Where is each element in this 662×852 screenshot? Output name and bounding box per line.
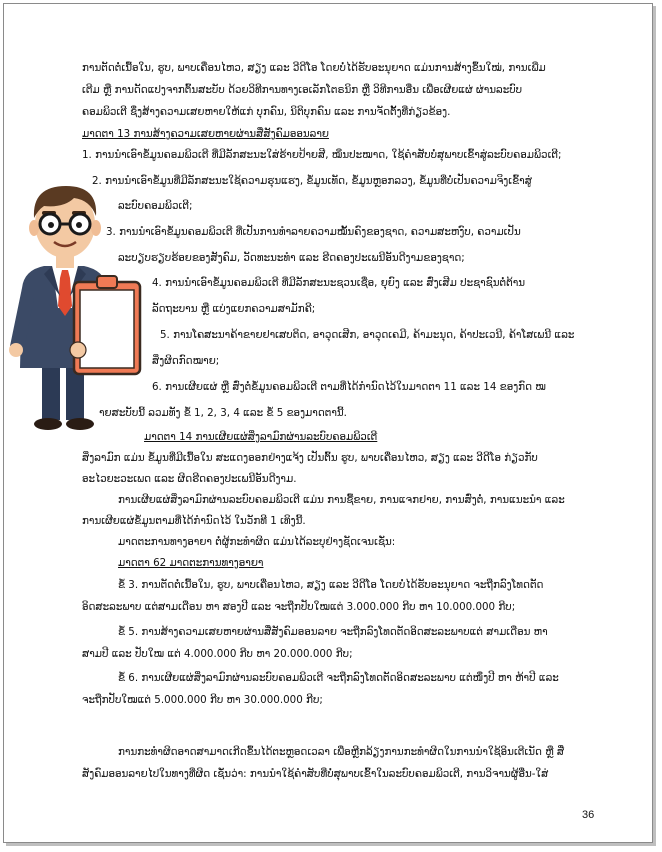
- article-13-line: 6. ການເຜີຍແຜ່ ຫຼື ສົ່ງຕໍ່ຂໍ້ມູນຄອມພິວເຕີ ຕາມທີ່ໄດ້ກໍານົດໄວ້ໃນມາດຕາ 11 ແລະ 14 ຂອງກົດ ໝ: [152, 381, 546, 393]
- intro-line: ເຕີມ ຫຼື ການດັດແປງຈາກຕົ້ນສະບັບ ດ້ວຍວິທີການທາງເອເລັກໂຕຣນິກ ຫຼື ວິທີການອື່ນ ເພື່ອເຜີຍແຜ່ ຜ່ານລະບົບ: [82, 84, 523, 96]
- article-13-line: ສິ່ງຜິດກົດໝາຍ;: [152, 355, 220, 367]
- article-62-heading: ມາດຕາ 62 ມາດຕະການທາງອາຍາ: [118, 557, 264, 569]
- article-13-line: 2. ການນໍາເອົາຂໍ້ມູນທີ່ມີລັກສະນະໃຊ້ຄວາມຮຸນແຮງ, ຂໍ້ມູນເທັດ, ຂໍ້ມູນຫຼອກລວງ, ຂໍ້ມູນທີ່ບໍ່ເປັນຄວາມຈິງເຂົ້າສູ່: [92, 175, 532, 187]
- article-14-line: ອະໄວຍະວະເພດ ແລະ ຜິດຮີດຄອງປະເພນີອັນດີງາມ.: [82, 473, 297, 485]
- penalty-line: ຂໍ້ 6. ການເຜີຍແຜ່ສິ່ງລາມົກຜ່ານລະບົບຄອມພິວເຕີ ຈະຖືກລົງໂທດຕັດອິດສະລະພາບ ແຕ່ໜຶ່ງປີ ຫາ ຫ້າປີ ແລະ: [118, 672, 559, 684]
- penalty-intro: ມາດຕະການທາງອາຍາ ຕໍ່ຜູ້ກະທໍາຜິດ ແມ່ນໄດ້ລະບຸຢ່າງຊັດເຈນເຊັ່ນ:: [118, 536, 396, 548]
- page-number: 36: [582, 809, 595, 821]
- penalty-line: ຂໍ້ 3. ການຕັດຕໍ່ເນື້ອໃນ, ຮູບ, ພາບເຄື່ອນໄຫວ, ສຽງ ແລະ ວີດີໂອ ໂດຍບໍ່ໄດ້ຮັບອະນຸຍາດ ຈະຖືກລົງໂທດຕັດ: [118, 579, 544, 591]
- article-14-line: ສິ່ງລາມົກ ແມ່ນ ຂໍ້ມູນທີ່ມີເນື້ອໃນ ສະແດງອອກຢ່າງແຈ້ງ ເປັນຕົ້ນ ຮູບ, ພາບເຄື່ອນໄຫວ, ສຽງ ແລະ ວີດີໂອ ກ່ຽວກັບ: [82, 452, 538, 464]
- businessman-holding-clipboard-icon: [4, 178, 156, 436]
- article-13-line: າຍສະບັບນີ້ ລວມທັງ ຂໍ້ 1, 2, 3, 4 ແລະ ຂໍ້ 5 ຂອງມາດຕານີ້.: [99, 407, 347, 419]
- penalty-line: ສາມປີ ແລະ ປັບໃໝ ແຕ່ 4.000.000 ກີບ ຫາ 20.000.000 ກີບ;: [82, 648, 353, 660]
- closing-line: ສັງຄົມອອນລາຍໄປໃນທາງທີ່ຜິດ ເຊັ່ນວ່າ: ການນໍາໃຊ້ຄໍາສັບທີ່ບໍ່ສຸພາບເຂົ້າໃນລະບົບຄອມພິວເຕີ, ການວິຈານຜູ້ອື່ນ-ໃສ່: [82, 768, 549, 780]
- article-13-line: 4. ການນໍາເອົາຂໍ້ມູນຄອມພິວເຕີ ທີ່ມີລັກສະນະຊວນເຊື່ອ, ຍຸຍົງ ແລະ ສົ່ງເສີມ ປະຊາຊົນຕໍ່ຕ້ານ: [152, 277, 526, 289]
- article-13-line: 5. ການໂຄສະນາຄ້າຂາຍຢາເສບຕິດ, ອາວຸດເສີກ, ອາວຸດເຄມີ, ຄ້າມະນຸດ, ຄ້າປະເວນີ, ຄ້າໂສເພນີ ແລະ: [160, 329, 575, 341]
- article-13-line: 3. ການນໍາເອົາຂໍ້ມູນຄອມພິວເຕີ ທີ່ເປັນການທໍາລາຍຄວາມໝັ້ນຄົງຂອງຊາດ, ຄວາມສະຫງົບ, ຄວາມເປັນ: [106, 226, 521, 238]
- article-13-heading: ມາດຕາ 13 ການສ້າງຄວາມເສຍຫາຍຜ່ານສື່ສັງຄົມອອນລາຍ: [82, 128, 329, 140]
- intro-line: ຄອມພິວເຕີ ຊຶ່ງສ້າງຄວາມເສຍຫາຍໃຫ້ແກ່ ບຸກຄົນ, ນິຕິບຸກຄົນ ແລະ ການຈັດຕັ້ງທີ່ກ່ຽວຂ້ອງ.: [82, 106, 451, 118]
- article-13-line: ລັດຖະບານ ຫຼື ແບ່ງແຍກຄວາມສາມັກຄີ;: [152, 303, 316, 315]
- article-13-line: ລະບຽບຮຽບຮ້ອຍຂອງສັງຄົມ, ວັດທະນະທໍາ ແລະ ຮີດຄອງປະເພນີອັນດີງາມຂອງຊາດ;: [118, 252, 465, 264]
- article-14-line: ການເຜີຍແຜ່ຂໍ້ມູນຕາມທີ່ໄດ້ກໍານົດໄວ້ ໃນວັກທີ 1 ເທິງນີ້.: [82, 515, 306, 527]
- article-14-line: ການເຜີຍແຜ່ສິ່ງລາມົກຜ່ານລະບົບຄອມພິວເຕີ ແມ່ນ ການຊື້ຂາຍ, ການແຈກຢາຍ, ການສົ່ງຕໍ່, ການແນະນໍາ ແລະ: [118, 494, 565, 506]
- intro-line: ການຕັດຕໍ່ເນື້ອໃນ, ຮູບ, ພາບເຄື່ອນໄຫວ, ສຽງ ແລະ ວີດີໂອ ໂດຍບໍ່ໄດ້ຮັບອະນຸຍາດ ແມ່ນການສ້າງຂຶ້ນໃໝ່, ການເພີ່ມ: [82, 62, 546, 74]
- penalty-line: ອິດສະລະພາບ ແຕ່ສາມເດືອນ ຫາ ສອງປີ ແລະ ຈະຖືກປັບໃໝແຕ່ 3.000.000 ກີບ ຫາ 10.000.000 ກີບ;: [82, 601, 516, 613]
- article-13-line: ລະບົບຄອມພິວເຕີ;: [118, 200, 193, 212]
- article-14-heading: ມາດຕາ 14 ການເຜີຍແຜ່ສິ່ງລາມົກຜ່ານລະບົບຄອມພິວເຕີ: [144, 431, 378, 443]
- penalty-line: ຂໍ້ 5. ການສ້າງຄວາມເສຍຫາຍຜ່ານສື່ສັງຄົມອອນລາຍ ຈະຖືກລົງໂທດຕັດອິດສະລະພາບແຕ່ ສາມເດືອນ ຫາ: [118, 626, 548, 638]
- closing-line: ການກະທໍາຜິດອາດສາມາດເກີດຂຶ້ນໄດ້ຕະຫຼອດເວລາ ເພື່ອຫຼີກລ້ຽງການກະທໍາຜິດໃນການນໍາໃຊ້ອິນເຕີເນັດ ຫຼື ສື່: [118, 746, 565, 758]
- article-13-line: 1. ການນໍາເອົາຂໍ້ມູນຄອມພິວເຕີ ທີ່ມີລັກສະນະໃສ່ຮ້າຍປ້າຍສີ, ໝິ່ນປະໝາດ, ໃຊ້ຄໍາສັບບໍ່ສຸພາບເຂົ້າສູ່ລະບົບຄອມພິວເຕີ;: [82, 149, 562, 161]
- penalty-line: ຈະຖືກປັບໃໝແຕ່ 5.000.000 ກີບ ຫາ 30.000.000 ກີບ;: [82, 694, 323, 706]
